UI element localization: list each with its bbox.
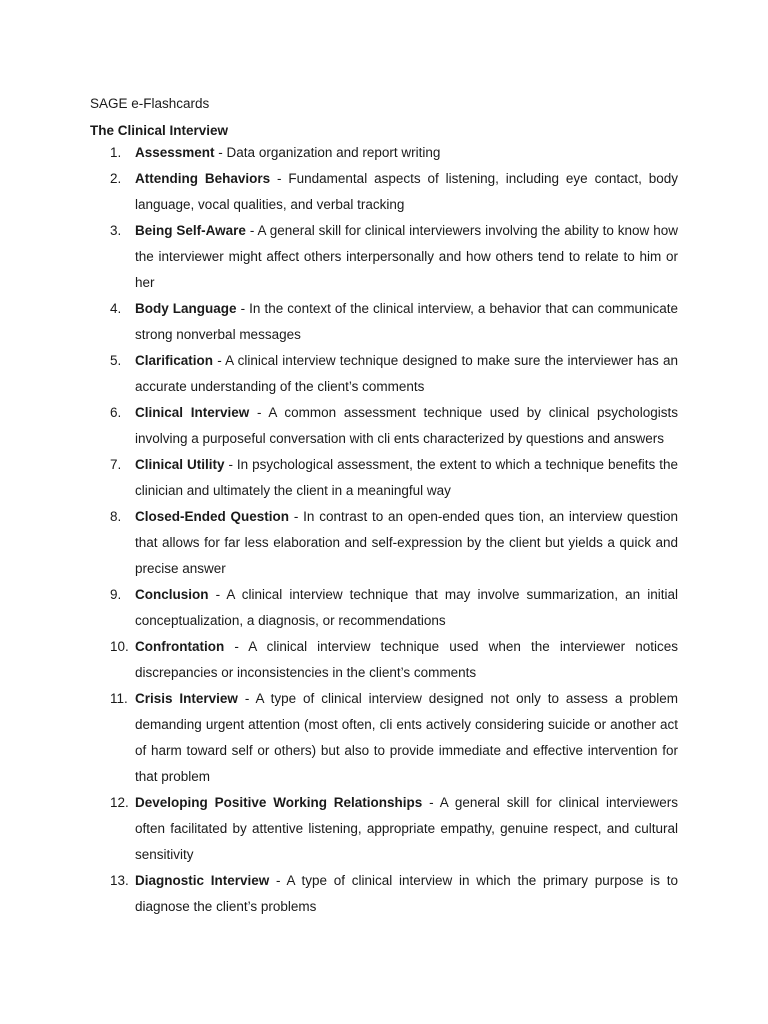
- item-number: 9.: [110, 587, 122, 602]
- item-number: 1.: [110, 145, 122, 160]
- item-separator: -: [214, 145, 227, 160]
- item-number: 2.: [110, 171, 122, 186]
- item-definition: A type of clinical interview designed not only to assess a problem demanding urgent attention (most often, cli ents actively considering suicide or another act of harm toward self or others) but also to provide immediate and effective intervention for that problem: [135, 691, 678, 784]
- item-definition: A general skill for clinical interviewers often facilitated by attentive listening, appropriate empathy, genuine respect, and cultural sensitivity: [135, 795, 678, 862]
- item-definition: In psychological assessment, the extent to which a technique benefits the clinician and ultimately the client in a meaningful way: [135, 457, 678, 498]
- item-separator: -: [208, 587, 227, 602]
- item-separator: -: [237, 691, 256, 706]
- item-number: 13.: [110, 873, 129, 888]
- item-separator: -: [289, 509, 304, 524]
- item-separator: -: [249, 405, 269, 420]
- item-definition: A common assessment technique used by clinical psychologists involving a purposeful conversation with cli ents characterized by questions and answers: [135, 405, 678, 446]
- item-number: 12.: [110, 795, 129, 810]
- glossary-item: [90, 582, 678, 634]
- item-definition: Fundamental aspects of listening, including eye contact, body language, vocal qualities, and verbal tracking: [135, 171, 678, 212]
- item-number: 3.: [110, 223, 122, 238]
- glossary-item: [90, 296, 678, 348]
- item-term: Developing Positive Working Relationships: [135, 795, 423, 810]
- glossary-list: [90, 140, 678, 920]
- item-number: 6.: [110, 405, 122, 420]
- item-definition: A clinical interview technique designed to make sure the interviewer has an accurate understanding of the client’s comments: [135, 353, 678, 394]
- item-term: Closed-Ended Question: [135, 509, 290, 524]
- item-definition: In the context of the clinical interview, a behavior that can communicate strong nonverbal messages: [135, 301, 678, 342]
- item-number: 10.: [110, 639, 129, 654]
- item-number: 4.: [110, 301, 122, 316]
- glossary-item: [90, 686, 678, 790]
- glossary-item: [90, 166, 678, 218]
- item-term: Confrontation: [135, 639, 225, 654]
- glossary-item: [90, 790, 678, 868]
- item-term: Assessment: [135, 145, 215, 160]
- item-separator: -: [224, 639, 249, 654]
- item-definition: A clinical interview technique used when the interviewer notices discrepancies or inconsistencies in the client’s comments: [135, 639, 678, 680]
- item-definition: A type of clinical interview in which the primary purpose is to diagnose the client’s problems: [135, 873, 678, 914]
- item-separator: -: [213, 353, 226, 368]
- item-term: Clinical Interview: [135, 405, 250, 420]
- item-term: Clinical Utility: [135, 457, 225, 472]
- item-separator: -: [270, 171, 289, 186]
- glossary-item: [90, 218, 678, 296]
- item-definition: In contrast to an open-ended ques tion, an interview question that allows for far less elaboration and self-expression by the client but yields a quick and precise answer: [135, 509, 678, 576]
- item-number: 11.: [110, 691, 128, 706]
- item-separator: -: [224, 457, 237, 472]
- item-separator: -: [269, 873, 287, 888]
- item-term: Body Language: [135, 301, 237, 316]
- item-term: Clarification: [135, 353, 214, 368]
- item-term: Being Self-Aware: [135, 223, 246, 238]
- item-definition: Data organization and report writing: [226, 145, 441, 160]
- item-definition: A general skill for clinical interviewers involving the ability to know how the interviewer might affect others interpersonally and how others tend to relate to him or her: [135, 223, 678, 290]
- document-title: The Clinical Interview: [90, 123, 229, 138]
- item-number: 8.: [110, 509, 122, 524]
- document-header: SAGE e-Flashcards: [90, 96, 210, 111]
- glossary-item: [90, 348, 678, 400]
- item-term: Crisis Interview: [135, 691, 238, 706]
- item-term: Conclusion: [135, 587, 209, 602]
- glossary-item: [90, 504, 678, 582]
- item-number: 7.: [110, 457, 122, 472]
- glossary-item: [90, 452, 678, 504]
- item-separator: -: [422, 795, 440, 810]
- item-separator: -: [236, 301, 250, 316]
- glossary-item: [90, 400, 678, 452]
- glossary-item: [90, 634, 678, 686]
- item-separator: -: [245, 223, 258, 238]
- document-page: [90, 94, 678, 920]
- glossary-item: [90, 868, 678, 920]
- item-term: Attending Behaviors: [135, 171, 271, 186]
- item-number: 5.: [110, 353, 122, 368]
- item-definition: A clinical interview technique that may involve summarization, an initial conceptualization, a diagnosis, or recommendations: [135, 587, 678, 628]
- glossary-item: [90, 140, 678, 166]
- item-term: Diagnostic Interview: [135, 873, 270, 888]
